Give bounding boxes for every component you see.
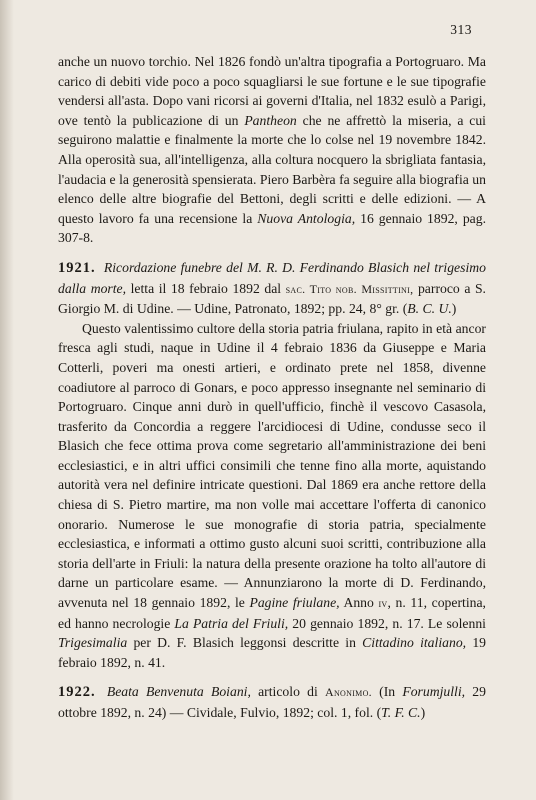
page-number: 313 (450, 22, 472, 37)
entry-1921-body-5: per D. F. Blasich leggonsi descritte in (127, 635, 363, 651)
entry-1921-trigesimalia: Trigesimalia (58, 635, 128, 651)
entry-1921-body (58, 319, 486, 673)
entry-1921-anno: iv (378, 596, 388, 611)
entry-1922-forum-title: Forumjulli, (402, 684, 466, 700)
entry-1921-cittadino-title: Cittadino italiano, (362, 635, 467, 651)
intro-text-2: che ne affrettò la miseria, a cui seguirono malattie e finalmente la morte che lo colse nel 19 novembre 1842. Alla operosità sua, all'intelligenza, alla coltura nocquero la sbrigliata fantasia, l'audacia e la generosità spensierata. Piero Barbèra fa seguire alla biografia un elenco delle altre biografie del Bettoni, degli scritti e delle edizioni. — A questo lavoro fa una recensione la (58, 112, 486, 226)
entry-1921-body-6: 19 febraio 1892, n. 41. (58, 635, 486, 670)
entry-1922-library-ref: T. F. C. (381, 705, 421, 720)
entry-1921-text-2: parroco a S. Giorgio M. di Udine. — Udine, Patronato, 1892; pp. 24, 8° gr. ( (58, 280, 486, 317)
intro-pantheon-title: Pantheon (244, 112, 297, 128)
entry-1921-heading (58, 258, 486, 319)
entry-1922-heading (58, 682, 486, 722)
entry-1921-body-4: 20 gennaio 1892, n. 17. Le solenni (288, 615, 486, 631)
intro-paragraph (58, 52, 486, 248)
intro-antologia-title: Nuova Antologia, (257, 210, 356, 226)
intro-text-1: anche un nuovo torchio. Nel 1826 fondò un'altra tipografia a Portogruaro. Ma carico di debiti vide poco a poco squagliarsi le sue fortune e le sue tipografie vendersi all'asta. Dopo vani ricorsi ai governi d'Italia, nel 1832 esulò a Parigi, ove tentò la publicazione di un (58, 54, 486, 128)
entry-1921-number: 1921. (58, 259, 96, 276)
entry-1921-body-3: , n. 11, copertina, ed hanno necrologie (58, 595, 486, 631)
entry-1921-text-3: ) (451, 301, 457, 317)
entry-1922-text-1: articolo di (250, 684, 325, 700)
entry-1921-library-ref: B. C. U. (407, 301, 452, 317)
entry-1921-pagine-title: Pagine friulane, (249, 595, 340, 611)
entry-1921-body-1: Questo valentissimo cultore della storia patria friulana, rapito in età ancor fresca agli studi, naque in Udine il 4 febraio 1836 da Giuseppe e Maria Cotterli, poveri ma onesti artieri, e ordinato prete nel 1858, divenne coadiutore al parroco di Gonars, e poco appresso insegnante nel seminario di Portogruaro. Cinque anni durò in quell'ufficio, finchè il vescovo Casasola, trasferito da Concordia a reggere l'arcidiocesi di Udine, condusse seco il Blasich che fece ottima prova come segretario all'amministrazione dei beni ecclesiastici, e in altri uffici consimili che tenne fino alla morte, aquistando autorità vera nel definire intricate questioni. Dal 1869 era anche rettore della chiesa di S. Pietro martire, ma non volle mai accettare l'offerta di canonico onorario. Numerose le sue monografie di storia patria, specialmente ecclesiastica, e informati a ottimo gusto alcuni suoi scritti, contribuzione alla storia dell'arte in Friuli: la natura della presente orazione ha tolto all'autore di darne un particolare esame. — Annunziarono la morte di D. Ferdinando, avvenuta nel 18 gennaio 1892, le (58, 320, 486, 611)
entry-1922-author: Anonimo. (325, 685, 372, 700)
entry-1922-title: Beata Benvenuta Boiani, (106, 684, 251, 700)
entry-1922-number: 1922. (58, 684, 96, 701)
entry-1921-patria-title: La Patria del Friuli, (174, 615, 289, 631)
entry-1921-body-2: Anno (339, 595, 379, 611)
entry-1922-text-2: (In (371, 684, 403, 700)
entry-1921-author: sac. Tito nob. Missittini, (285, 281, 414, 296)
entry-1921-text-1: letta il 18 febraio 1892 dal (126, 280, 286, 296)
intro-text-3: 16 gennaio 1892, pag. 307-8. (58, 210, 487, 246)
page-content (58, 52, 486, 723)
entry-1922-text-4: ) (420, 705, 426, 720)
entry-1921-title: Ricordazione funebre del M. R. D. Ferdinando Blasich nel trigesimo dalla morte, (58, 259, 486, 296)
entry-1922-text-3: 29 ottobre 1892, n. 24) — Cividale, Fulvio, 1892; col. 1, fol. ( (58, 684, 486, 720)
